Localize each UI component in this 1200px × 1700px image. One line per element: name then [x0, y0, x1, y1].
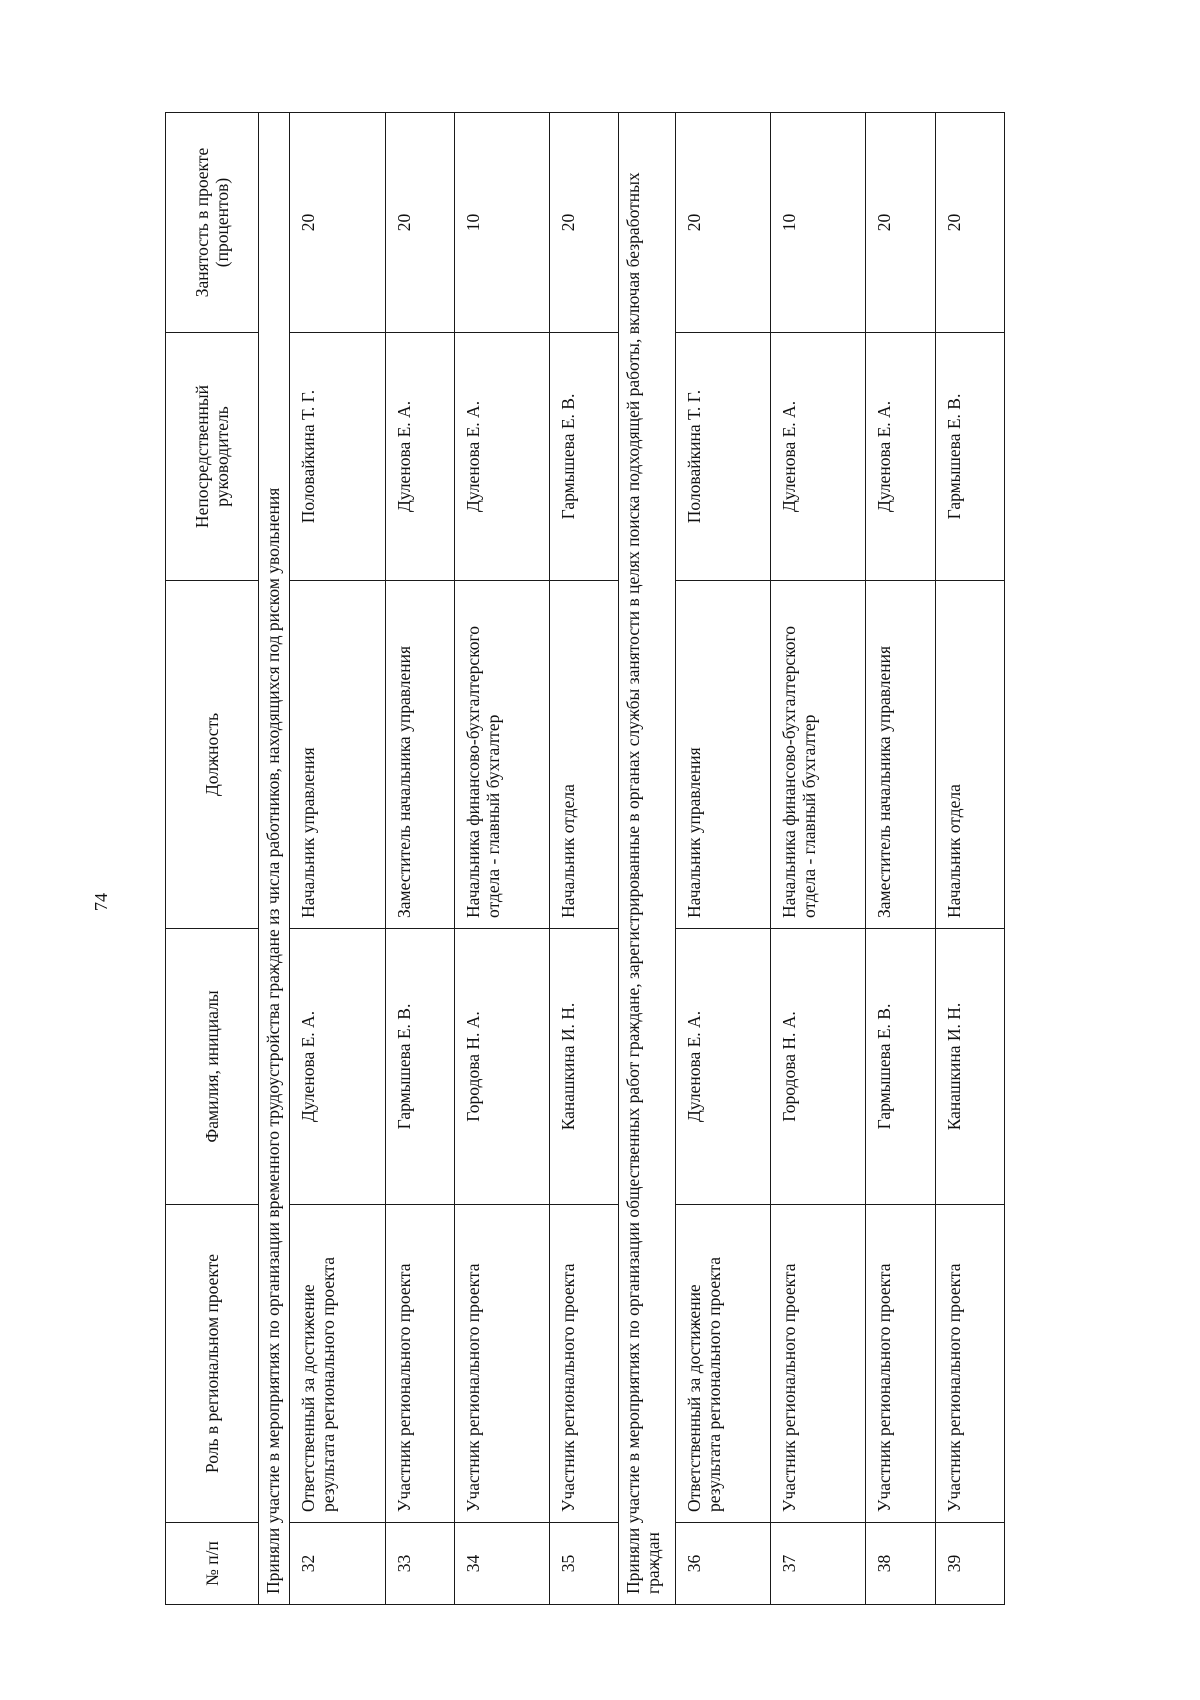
role-cell: Ответственный за достижение результата регионального проекта [675, 1205, 770, 1523]
name-cell: Дуленова Е. А. [290, 929, 385, 1205]
position-cell: Начальник отдела [935, 581, 1004, 929]
table-frame [165, 113, 1005, 1605]
table-row [550, 113, 619, 1605]
table-row [771, 113, 866, 1605]
name-cell: Гармышева Е. В. [385, 929, 454, 1205]
project-participants-table [165, 112, 1005, 1605]
section-title: Приняли участие в мероприятиях по организации временного трудоустройства граждане из числа работников, находящихся под риском увольнения [259, 113, 290, 1605]
header-load: Занятость в проекте (процентов) [166, 113, 259, 333]
table-row [454, 113, 549, 1605]
position-cell: Начальник управления [675, 581, 770, 929]
table-row [935, 113, 1004, 1605]
row-number-cell: 34 [454, 1523, 549, 1605]
load-cell: 10 [771, 113, 866, 333]
role-cell: Ответственный за достижение результата регионального проекта [290, 1205, 385, 1523]
position-cell: Начальника финансово-бухгалтерского отдела - главный бухгалтер [771, 581, 866, 929]
row-number-cell: 32 [290, 1523, 385, 1605]
manager-cell: Гармышева Е. В. [935, 333, 1004, 581]
name-cell: Канашкина И. Н. [550, 929, 619, 1205]
row-number-cell: 39 [935, 1523, 1004, 1605]
section-header-row [619, 113, 675, 1605]
row-number-cell: 33 [385, 1523, 454, 1605]
header-manager: Непосредственный руководитель [166, 333, 259, 581]
table-row [385, 113, 454, 1605]
row-number-cell: 36 [675, 1523, 770, 1605]
name-cell: Городова Н. А. [454, 929, 549, 1205]
role-cell: Участник регионального проекта [550, 1205, 619, 1523]
name-cell: Канашкина И. Н. [935, 929, 1004, 1205]
table-body [259, 113, 1005, 1605]
table-row [675, 113, 770, 1605]
name-cell: Гармышева Е. В. [866, 929, 935, 1205]
load-cell: 20 [675, 113, 770, 333]
position-cell: Начальника финансово-бухгалтерского отдела - главный бухгалтер [454, 581, 549, 929]
load-cell: 20 [866, 113, 935, 333]
manager-cell: Гармышева Е. В. [550, 333, 619, 581]
load-cell: 20 [290, 113, 385, 333]
manager-cell: Дуленова Е. А. [385, 333, 454, 581]
header-role: Роль в региональном проекте [166, 1205, 259, 1523]
role-cell: Участник регионального проекта [454, 1205, 549, 1523]
manager-cell: Дуленова Е. А. [866, 333, 935, 581]
header-row [166, 113, 259, 1605]
header-name: Фамилия, инициалы [166, 929, 259, 1205]
position-cell: Начальник управления [290, 581, 385, 929]
page-number: 74 [91, 893, 111, 911]
position-cell: Заместитель начальника управления [385, 581, 454, 929]
manager-cell: Дуленова Е. А. [771, 333, 866, 581]
role-cell: Участник регионального проекта [866, 1205, 935, 1523]
manager-cell: Половайкина Т. Г. [675, 333, 770, 581]
header-position: Должность [166, 581, 259, 929]
name-cell: Дуленова Е. А. [675, 929, 770, 1205]
table-row [866, 113, 935, 1605]
role-cell: Участник регионального проекта [935, 1205, 1004, 1523]
load-cell: 20 [385, 113, 454, 333]
name-cell: Городова Н. А. [771, 929, 866, 1205]
load-cell: 20 [935, 113, 1004, 333]
position-cell: Начальник отдела [550, 581, 619, 929]
manager-cell: Дуленова Е. А. [454, 333, 549, 581]
role-cell: Участник регионального проекта [771, 1205, 866, 1523]
header-number: № п/п [166, 1523, 259, 1605]
row-number-cell: 37 [771, 1523, 866, 1605]
load-cell: 10 [454, 113, 549, 333]
section-header-row [259, 113, 290, 1605]
row-number-cell: 35 [550, 1523, 619, 1605]
load-cell: 20 [550, 113, 619, 333]
position-cell: Заместитель начальника управления [866, 581, 935, 929]
rotated-table-container [165, 113, 1005, 1605]
table-row [290, 113, 385, 1605]
row-number-cell: 38 [866, 1523, 935, 1605]
section-title: Приняли участие в мероприятиях по организации общественных работ граждане, зарегистрированные в органах службы занятости в целях поиска подходящей работы, включая безработных граждан [619, 113, 675, 1605]
role-cell: Участник регионального проекта [385, 1205, 454, 1523]
manager-cell: Половайкина Т. Г. [290, 333, 385, 581]
